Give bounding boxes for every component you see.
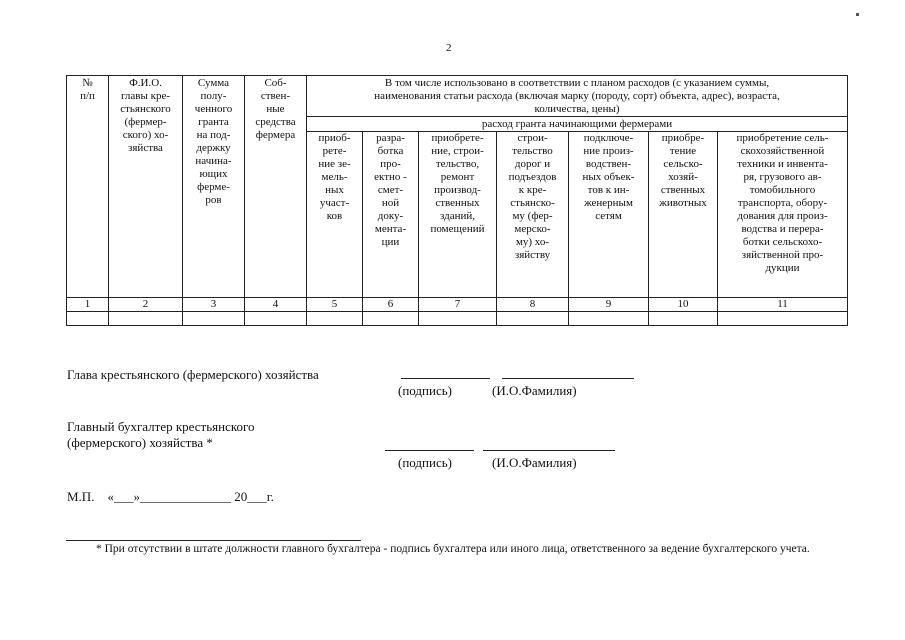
entry-cell[interactable]: [649, 312, 718, 326]
grant-expense-table: [66, 75, 848, 326]
header-buildings: приобрете- ние, строи- тельство, ремонт производ- ственных зданий, помещений: [419, 132, 497, 298]
header-including: В том числе использовано в соответствии с планом расходов (с указанием суммы, наименования статьи расхода (включая марку (породу, сорт) объекта, адрес), возраста, количества, цены): [307, 76, 848, 117]
page-number: 2: [446, 42, 452, 54]
column-number: 7: [419, 298, 497, 312]
column-number: 4: [245, 298, 307, 312]
entry-cell[interactable]: [307, 312, 363, 326]
accountant-label-line2: (фермерского) хозяйства *: [67, 435, 213, 450]
entry-cell[interactable]: [245, 312, 307, 326]
accountant-name-line[interactable]: [483, 450, 615, 451]
entry-cell[interactable]: [569, 312, 649, 326]
column-number: 6: [363, 298, 419, 312]
footnote: * При отсутствии в штате должности главного бухгалтера - подпись бухгалтера или иного лица, ответственного за ведение бухгалтерского учета.: [96, 543, 810, 555]
column-number: 8: [497, 298, 569, 312]
stamp-date-line: М.П. «___»______________ 20___г.: [67, 489, 274, 504]
column-number-row: [67, 298, 848, 312]
entry-cell[interactable]: [67, 312, 109, 326]
empty-entry-row: [67, 312, 848, 326]
header-machinery: приобретение сель- скохозяйственной техники и инвента- ря, грузового ав- томобильного транспорта, обору- дования для произ- водства и перера- ботки сельскохо- зяйственной про- дукции: [718, 132, 848, 298]
column-number: 1: [67, 298, 109, 312]
accountant-name-caption: (И.О.Фамилия): [492, 455, 577, 470]
header-farm-head: Ф.И.О. главы кре- стьянского (фермер- ского) хо- зяйства: [109, 76, 183, 298]
column-number: 2: [109, 298, 183, 312]
header-own-funds: Соб- ствен- ные средства фермера: [245, 76, 307, 298]
column-number: 10: [649, 298, 718, 312]
head-signature-line[interactable]: [401, 378, 490, 379]
head-name-caption: (И.О.Фамилия): [492, 383, 577, 398]
accountant-signature-line[interactable]: [385, 450, 474, 451]
column-number: 3: [183, 298, 245, 312]
header-networks: подключе- ние произ- водствен- ных объек- тов к ин- женерным сетям: [569, 132, 649, 298]
header-design-docs: разра- ботка про- ектно - смет- ной доку- мента- ции: [363, 132, 419, 298]
entry-cell[interactable]: [363, 312, 419, 326]
entry-cell[interactable]: [419, 312, 497, 326]
entry-cell[interactable]: [109, 312, 183, 326]
corner-mark: [856, 13, 859, 16]
entry-cell[interactable]: [718, 312, 848, 326]
header-land: приоб- рете- ние зе- мель- ных участ- ков: [307, 132, 363, 298]
header-roads: строи- тельство дорог и подъездов к кре- стьянско- му (фер- мерско- му) хо- зяйству: [497, 132, 569, 298]
head-sign-caption: (подпись): [398, 383, 452, 398]
column-number: 9: [569, 298, 649, 312]
accountant-sign-caption: (подпись): [398, 455, 452, 470]
column-number: 11: [718, 298, 848, 312]
head-label: Глава крестьянского (фермерского) хозяйства: [67, 367, 319, 382]
header-grant-sum: Сумма полу- ченного гранта на под- держку начина- ющих ферме- ров: [183, 76, 245, 298]
head-name-line[interactable]: [502, 378, 634, 379]
column-number: 5: [307, 298, 363, 312]
entry-cell[interactable]: [183, 312, 245, 326]
header-grant-expense: расход гранта начинающими фермерами: [307, 117, 848, 132]
entry-cell[interactable]: [497, 312, 569, 326]
accountant-label-line1: Главный бухгалтер крестьянского: [67, 419, 255, 434]
header-animals: приобре- тение сельско- хозяй- ственных животных: [649, 132, 718, 298]
header-row-number: № п/п: [67, 76, 109, 298]
